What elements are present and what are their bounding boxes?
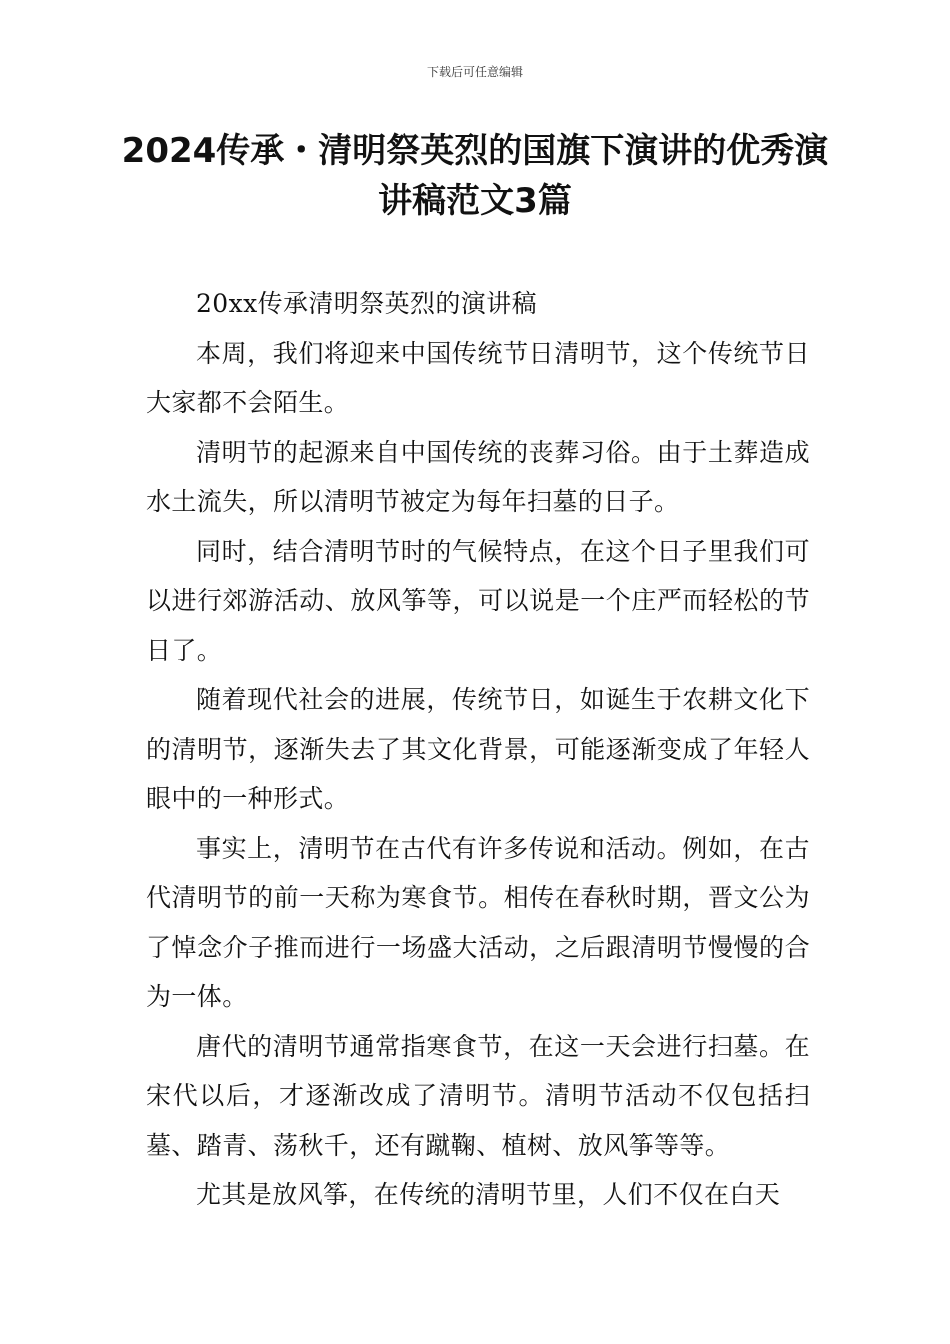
paragraph: 清明节的起源来自中国传统的丧葬习俗。由于土葬造成水土流失，所以清明节被定为每年扫墓的日子。	[146, 437, 810, 516]
paragraph: 20xx传承清明祭英烈的演讲稿	[196, 289, 538, 318]
paragraph: 尤其是放风筝，在传统的清明节里，人们不仅在白天	[196, 1180, 781, 1209]
header-note: 下载后可任意编辑	[426, 65, 523, 79]
paragraph: 随着现代社会的进展，传统节日，如诞生于农耕文化下的清明节，逐渐失去了其文化背景，可能逐渐变成了年轻人眼中的一种形式。	[146, 685, 810, 813]
paragraph: 本周，我们将迎来中国传统节日清明节，这个传统节日大家都不会陌生。	[146, 338, 810, 417]
paragraph: 同时，结合清明节时的气候特点，在这个日子里我们可以进行郊游活动、放风筝等，可以说是一个庄严而轻松的节日了。	[146, 536, 810, 665]
document-title: 2024传承・清明祭英烈的国旗下演讲的优秀演讲稿范文3篇	[121, 131, 829, 221]
document-body	[146, 279, 810, 1220]
paragraph: 事实上，清明节在古代有许多传说和活动。例如，在古代清明节的前一天称为寒食节。相传在春秋时期，晋文公为了悼念介子推而进行一场盛大活动，之后跟清明节慢慢的合为一体。	[146, 833, 810, 1011]
paragraph: 唐代的清明节通常指寒食节，在这一天会进行扫墓。在宋代以后，才逐渐改成了清明节。清明节活动不仅包括扫墓、踏青、荡秋千，还有蹴鞠、植树、放风筝等等。	[146, 1031, 810, 1160]
